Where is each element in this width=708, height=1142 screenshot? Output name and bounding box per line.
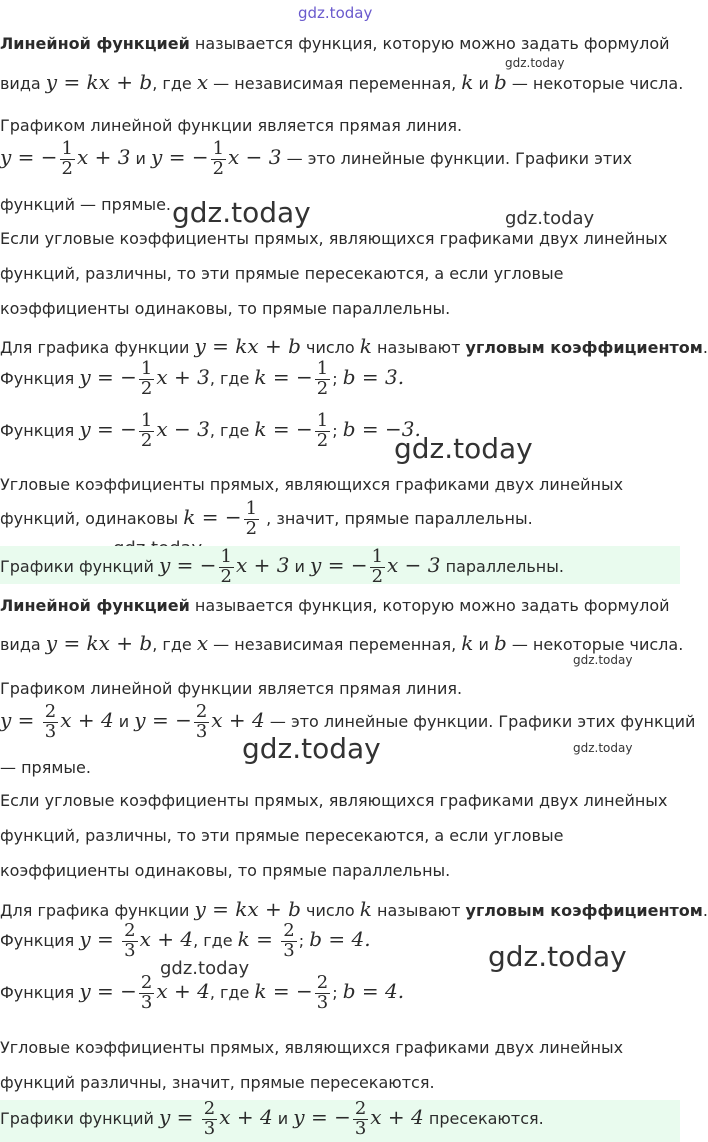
graph-is-line: Графиком линейной функции является прямая линия. [0, 116, 463, 135]
watermark: gdz.today [505, 56, 565, 70]
result-intersect: Графики функций y = $\frac{2}{3}$ x + 4 и y = − $\frac{2}{3}$ x + 4 пресекаются. [0, 1098, 544, 1139]
functions-are-lines: функций — прямые. [0, 195, 172, 214]
example-equations-2: y = $\frac{2}{3}$ x + 4 и y = − $\frac{2}{3}$ x + 4 — это линейные функции. Графики этих функций [0, 701, 696, 742]
function-example-4: Функция y = − $\frac{2}{3}$ x + 4, где k = − $\frac{2}{3}$ ; b = 4. [0, 972, 405, 1013]
watermark: gdz.today [573, 653, 633, 667]
slope-definition: Для графика функции y = kx + b число k называют угловым коэффициентом. [0, 897, 708, 921]
function-example-1: Функция y = − $\frac{1}{2}$ x + 3, где k = − $\frac{1}{2}$ ; b = 3. [0, 358, 405, 399]
diff-slope-line-1: Угловые коэффициенты прямых, являющихся графиками двух линейных [0, 1038, 624, 1057]
angle-rule-2: функций, различны, то эти прямые пересекаются, а если угловые [0, 826, 564, 845]
watermark: gdz.today [242, 732, 381, 765]
angle-rule-3: коэффициенты одинаковы, то прямые параллельны. [0, 861, 451, 880]
angle-rule-3: коэффициенты одинаковы, то прямые параллельны. [0, 299, 451, 318]
angle-rule-1: Если угловые коэффициенты прямых, являющихся графиками двух линейных [0, 791, 668, 810]
definition-line-1: Линейной функцией называется функция, которую можно задать формулой [0, 596, 670, 615]
result-parallel: Графики функций y = − $\frac{1}{2}$ x + 3 и y = − $\frac{1}{2}$ x − 3 параллельны. [0, 546, 564, 587]
same-slope-line-1: Угловые коэффициенты прямых, являющихся графиками двух линейных [0, 475, 624, 494]
watermark: gdz.today [505, 208, 595, 229]
angle-rule-1: Если угловые коэффициенты прямых, являющихся графиками двух линейных [0, 229, 668, 248]
functions-are-lines: — прямые. [0, 758, 91, 777]
watermark: gdz.today [160, 958, 250, 979]
watermark: gdz.today [573, 741, 633, 755]
diff-slope-line-2: функций различны, значит, прямые пересекаются. [0, 1073, 435, 1092]
slope-definition: Для графика функции y = kx + b число k называют угловым коэффициентом. [0, 334, 708, 358]
definition-line-1: Линейной функцией называется функция, которую можно задать формулой [0, 34, 670, 53]
function-example-2: Функция y = − $\frac{1}{2}$ x − 3, где k = − $\frac{1}{2}$ ; b = −3. [0, 410, 421, 451]
watermark-top: gdz.today [298, 4, 373, 22]
same-slope-line-2: функций, одинаковы k = − $\frac{1}{2}$ , значит, прямые параллельны. [0, 498, 533, 539]
graph-is-line: Графиком линейной функции является прямая линия. [0, 679, 463, 698]
example-equations-1: y = − $\frac{1}{2}$ x + 3 и y = − $\frac{1}{2}$ x − 3 — это линейные функции. Графики этих [0, 138, 633, 179]
definition-line-2: вида y = kx + b, где x — независимая переменная, k и b — некоторые числа. [0, 70, 684, 94]
watermark: gdz.today [488, 940, 627, 973]
function-example-3: Функция y = $\frac{2}{3}$ x + 4, где k = $\frac{2}{3}$ ; b = 4. [0, 920, 371, 961]
watermark: gdz.today [394, 432, 533, 465]
definition-line-2: вида y = kx + b, где x — независимая переменная, k и b — некоторые числа. [0, 631, 684, 655]
watermark: gdz.today [172, 196, 311, 229]
angle-rule-2: функций, различны, то эти прямые пересекаются, а если угловые [0, 264, 564, 283]
